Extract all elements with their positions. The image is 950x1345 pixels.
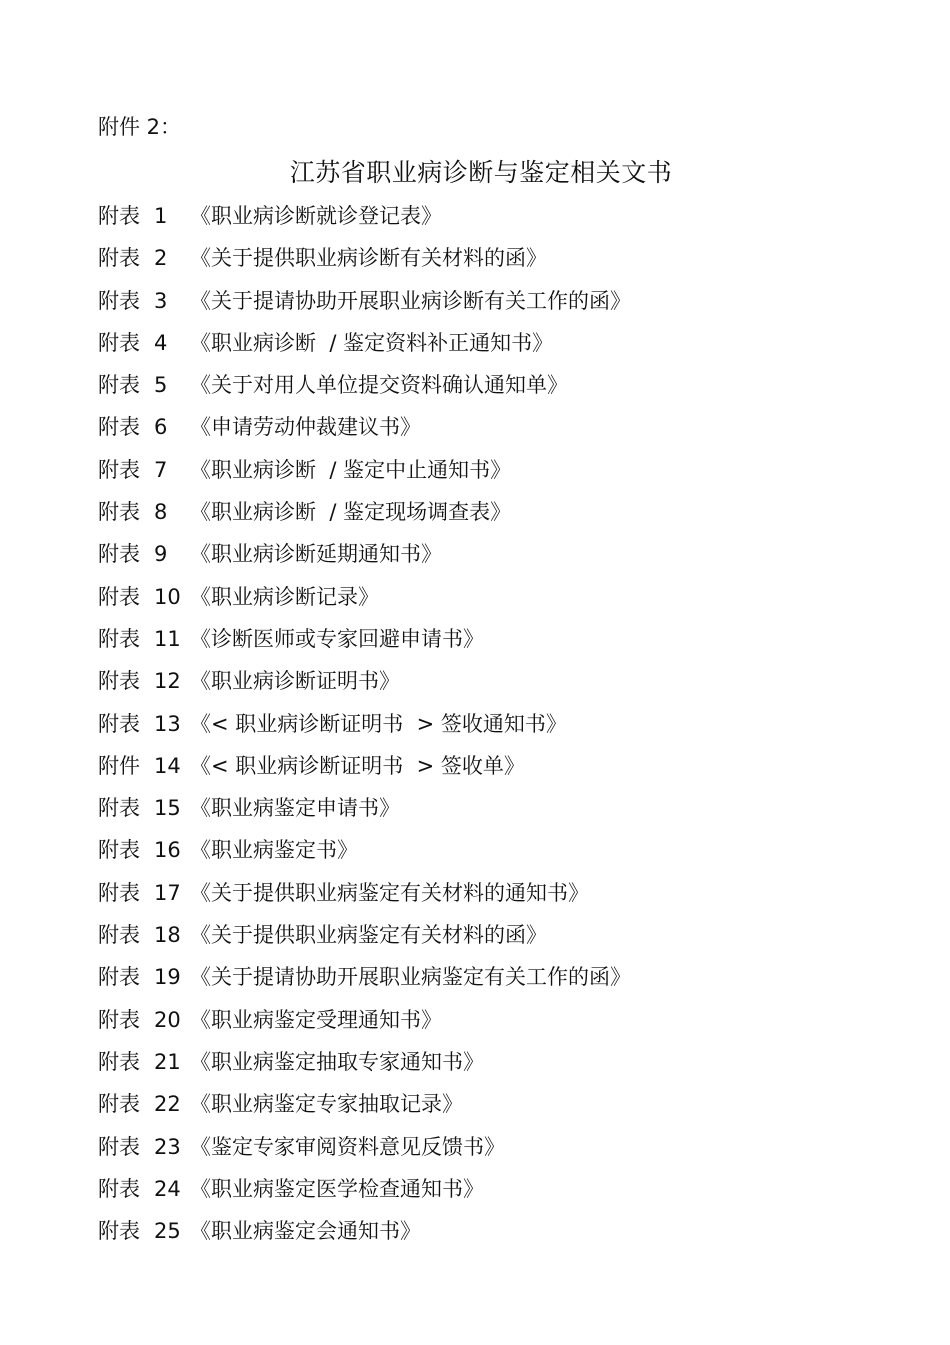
list-item (98, 1002, 631, 1044)
item-title: 《关于对用人单位提交资料确认通知单》 (190, 373, 568, 398)
item-prefix: 附表 (98, 373, 140, 398)
item-title: 《职业病鉴定专家抽取记录》 (190, 1092, 463, 1117)
list-item (98, 409, 631, 451)
item-number: 6 (154, 415, 168, 440)
item-title: 《< 职业病诊断证明书 > 签收通知书》 (190, 711, 567, 736)
item-title: 《职业病鉴定申请书》 (190, 796, 400, 821)
item-number: 16 (154, 838, 181, 863)
list-item (98, 452, 631, 494)
item-prefix: 附表 (98, 796, 140, 821)
list-item (98, 748, 631, 790)
item-number: 25 (154, 1219, 181, 1244)
list-item (98, 367, 631, 409)
item-title: 《职业病诊断证明书》 (190, 669, 400, 694)
item-number: 9 (154, 542, 168, 567)
list-item (98, 579, 631, 621)
item-title: 《关于提请协助开展职业病鉴定有关工作的函》 (190, 965, 631, 990)
item-title: 《关于提供职业病鉴定有关材料的函》 (190, 923, 547, 948)
item-number: 19 (154, 965, 181, 990)
item-prefix: 附表 (98, 1049, 140, 1074)
list-item (98, 917, 631, 959)
item-title: 《职业病诊断延期通知书》 (190, 542, 442, 567)
item-prefix: 附表 (98, 288, 140, 313)
list-item (98, 875, 631, 917)
item-title: 《职业病鉴定医学检查通知书》 (190, 1176, 484, 1201)
item-prefix: 附表 (98, 204, 140, 228)
item-number: 7 (154, 457, 168, 482)
item-title: 《职业病诊断 / 鉴定资料补正通知书》 (190, 330, 554, 355)
item-prefix: 附表 (98, 669, 140, 694)
list-item (98, 1086, 631, 1128)
item-title: 《职业病鉴定会通知书》 (190, 1219, 421, 1244)
item-prefix: 附表 (98, 1134, 140, 1159)
list-item (98, 494, 631, 536)
page-title: 江苏省职业病诊断与鉴定相关文书 (289, 158, 673, 187)
item-number: 11 (154, 626, 181, 651)
item-number: 2 (154, 246, 168, 271)
item-prefix: 附表 (98, 1092, 140, 1117)
item-title: 《申请劳动仲裁建议书》 (190, 415, 421, 440)
item-title: 《关于提请协助开展职业病诊断有关工作的函》 (190, 288, 631, 313)
item-title: 《关于提供职业病诊断有关材料的函》 (190, 246, 547, 271)
list-item (98, 536, 631, 578)
item-title: 《< 职业病诊断证明书 > 签收单》 (190, 753, 525, 778)
item-prefix: 附表 (98, 965, 140, 990)
item-prefix: 附表 (98, 500, 140, 525)
item-title: 《职业病诊断 / 鉴定中止通知书》 (190, 457, 512, 482)
list-item (98, 1044, 631, 1086)
item-number: 20 (154, 1007, 181, 1032)
item-number: 15 (154, 796, 181, 821)
item-title: 《关于提供职业病鉴定有关材料的通知书》 (190, 880, 589, 905)
item-number: 24 (154, 1176, 181, 1201)
list-item (98, 283, 631, 325)
item-number: 1 (154, 204, 168, 228)
item-prefix: 附表 (98, 584, 140, 609)
list-item (98, 959, 631, 1001)
item-prefix: 附表 (98, 1219, 140, 1244)
list-item (98, 1171, 631, 1213)
list-item (98, 663, 631, 705)
list-item (98, 1129, 631, 1171)
item-number: 18 (154, 923, 181, 948)
item-title: 《职业病鉴定书》 (190, 838, 358, 863)
item-number: 12 (154, 669, 181, 694)
item-prefix: 附表 (98, 880, 140, 905)
attachment-label: 附件 2： (98, 115, 182, 139)
item-number: 17 (154, 880, 181, 905)
item-prefix: 附表 (98, 246, 140, 271)
item-number: 21 (154, 1049, 181, 1074)
list-item (98, 198, 631, 240)
item-prefix: 附表 (98, 838, 140, 863)
item-prefix: 附表 (98, 330, 140, 355)
list-item (98, 240, 631, 282)
item-number: 23 (154, 1134, 181, 1159)
item-title: 《职业病诊断 / 鉴定现场调查表》 (190, 500, 512, 525)
list-item (98, 832, 631, 874)
item-prefix: 附表 (98, 542, 140, 567)
item-title: 《诊断医师或专家回避申请书》 (190, 626, 484, 651)
item-number: 5 (154, 373, 168, 398)
item-number: 22 (154, 1092, 181, 1117)
list-item (98, 621, 631, 663)
list-item (98, 790, 631, 832)
item-prefix: 附表 (98, 711, 140, 736)
item-number: 4 (154, 330, 168, 355)
item-number: 10 (154, 584, 181, 609)
item-title: 《职业病诊断就诊登记表》 (190, 204, 442, 228)
item-prefix: 附表 (98, 457, 140, 482)
list-item (98, 1213, 631, 1255)
item-number: 3 (154, 288, 168, 313)
item-prefix: 附件 (98, 753, 140, 778)
item-prefix: 附表 (98, 1176, 140, 1201)
item-title: 《职业病鉴定抽取专家通知书》 (190, 1049, 484, 1074)
item-number: 14 (154, 753, 181, 778)
appendix-list (98, 198, 631, 1255)
item-prefix: 附表 (98, 1007, 140, 1032)
list-item (98, 706, 631, 748)
item-number: 13 (154, 711, 181, 736)
item-title: 《职业病诊断记录》 (190, 584, 379, 609)
item-number: 8 (154, 500, 168, 525)
item-prefix: 附表 (98, 626, 140, 651)
list-item (98, 325, 631, 367)
item-prefix: 附表 (98, 923, 140, 948)
item-title: 《职业病鉴定受理通知书》 (190, 1007, 442, 1032)
item-title: 《鉴定专家审阅资料意见反馈书》 (190, 1134, 505, 1159)
item-prefix: 附表 (98, 415, 140, 440)
